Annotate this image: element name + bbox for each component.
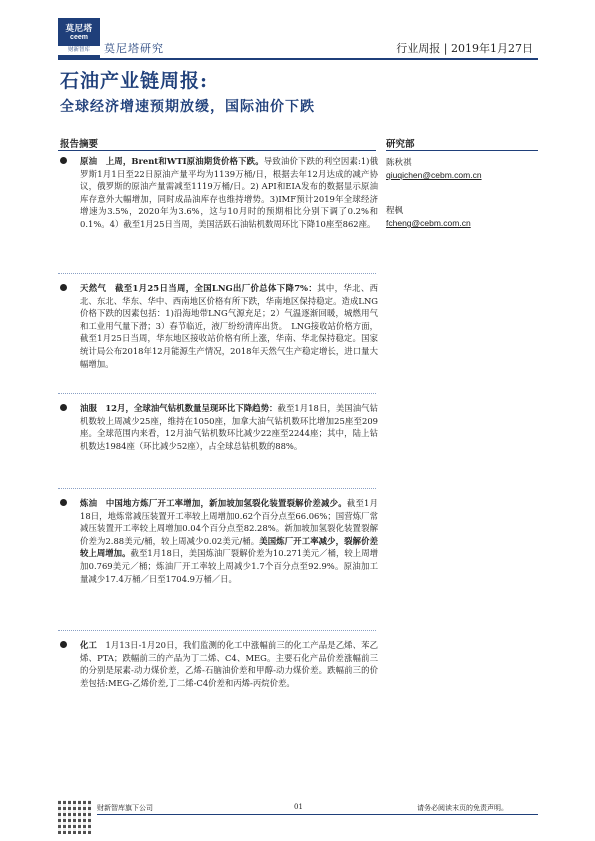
bullet-dot-icon xyxy=(60,404,67,411)
report-title: 石油产业链周报: xyxy=(60,70,209,92)
analyst-email-link[interactable]: fcheng@cebm.com.cn xyxy=(386,218,471,228)
summary-divider xyxy=(58,150,376,151)
logo-sub-text: 财新智库 xyxy=(58,46,100,55)
summary-item-body: 截至1月18日，地炼常减压装置开工率较上周增加0.62个百分点至66.06%；国营炼厂常减压装置开工率较上周增加0.04个百分点至82.28%。新加坡加氢裂化装置裂解价差为2.88美元/桶，较上周减少0.02美元/桶。 xyxy=(80,498,378,546)
research-dept-heading: 研究部 xyxy=(386,139,415,150)
summary-item-lead: 化工 xyxy=(80,640,97,650)
bullet-dot-icon xyxy=(60,157,67,164)
header-divider xyxy=(58,58,538,60)
summary-item-lead-secondary: 美国炼厂开工率减少，裂解价差较上周增加。 xyxy=(80,535,379,559)
item-divider xyxy=(58,488,376,489)
report-type-date: 行业周报 | 2019年1月27日 xyxy=(396,42,533,55)
research-sidebar xyxy=(386,136,538,256)
summary-heading: 报告摘要 xyxy=(60,139,99,150)
summary-item-text xyxy=(80,639,378,689)
footer-disclaimer: 请务必阅读末页的免责声明。 xyxy=(417,804,508,812)
summary-item-body: 1月13日-1月20日，我们监测的化工中涨幅前三的化工产品是乙烯、苯乙烯、PTA；跌幅前三的产品为丁二烯、C4、MEG。主要石化产品价差涨幅前三的分别是尿素-动力煤价差，乙烯-石脑油价差和甲醇-动力煤价差。跌幅前三的价差包括:MEG-乙烯价差,丁二烯-C4价差和丙烯-丙烷价差。 xyxy=(80,640,378,688)
summary-item-lead: 炼油 中国地方炼厂开工率增加，新加坡加氢裂化装置裂解价差减少。 xyxy=(80,498,347,508)
summary-item-lead: 油服 12月，全球油气钻机数量呈现环比下降趋势： xyxy=(80,403,278,413)
summary-item-body: 其中，华北、西北、东北、华东、华中、西南地区价格有所下跌，华南地区保持稳定。造成LNG价格下跌的因素包括：1)沿海地带LNG气源充足；2）气温逐渐回暖，城燃用气和工业用气量下滑；3）春节临近，液厂纷纷清库出货。 LNG接收站价格方面，截至1月25日当周，华东地区接收站价格有所上涨，华南、华北保持稳定。国家统计局公布2018年12月能源生产情况，2018年天然气生产稳定增长，进口量大幅增加。 xyxy=(80,283,378,369)
summary-item-body-secondary: 截至1月18日，美国炼油厂裂解价差为10.271美元／桶，较上周增加0.769美元／桶；炼油厂开工率较上周减少1.7个百分点至92.9%。原油加工量减少17.4万桶／日至1704.9万桶／日。 xyxy=(80,548,378,584)
bullet-dot-icon xyxy=(60,284,67,291)
footer-company: 财新智库旗下公司 xyxy=(97,804,153,812)
qr-code-pattern xyxy=(58,800,92,834)
report-subtitle: 全球经济增速预期放缓，国际油价下跌 xyxy=(60,99,315,115)
item-divider xyxy=(58,630,376,631)
summary-item-body: 截至1月18日，美国油气钻机数较上周减少25座，维持在1050座，加拿大油气钻机数环比增加25座至209座。全球范围内来看，12月油气钻机数环比减少22座至2244座；其中，陆上钻机数达1984座（环比减少52座），占全球总钻机数的88%。 xyxy=(80,403,378,451)
bullet-dot-icon xyxy=(60,499,67,506)
brand-name: 莫尼塔研究 xyxy=(104,42,164,55)
analyst-name: 程枫 xyxy=(386,206,404,216)
footer-divider xyxy=(97,814,538,815)
sidebar-divider xyxy=(386,150,538,151)
item-divider xyxy=(58,393,376,394)
logo-cn-text: 莫尼塔 xyxy=(65,24,93,34)
company-logo xyxy=(58,18,100,58)
summary-item-lead: 原油 上周，Brent和WTI原油期货价格下跌。 xyxy=(80,156,264,166)
page-number: 01 xyxy=(294,803,303,811)
bullet-dot-icon xyxy=(60,641,67,648)
item-divider xyxy=(58,273,376,274)
summary-item-lead: 天然气 截至1月25日当周，全国LNG出厂价总体下降7%： xyxy=(80,283,318,293)
summary-item-text xyxy=(80,402,378,452)
logo-en-text: ceem xyxy=(70,34,88,41)
summary-item-body: 导致油价下跌的利空因素:1)俄罗斯1月1日至22日原油产量平均为1139万桶/日，根据去年12月达成的减产协议，俄罗斯的原油产量需减至1119万桶/日。2) API和EIA发布的数据显示原油库存意外大幅增加，同时成品油库存也维持增势。3)IMF预计2019年全球经济增速为3.5%，2020年为3.6%，这与10月时的预期相比分别下调了0.2%和0.1%。4）截至1月25日当周，美国活跃石油钻机数周环比下降10座至862座。 xyxy=(80,156,378,229)
summary-item-text xyxy=(80,497,378,585)
summary-item-text xyxy=(80,282,378,370)
analyst-name: 陈秋祺 xyxy=(386,158,412,168)
analyst-email-link[interactable]: qiuqichen@cebm.com.cn xyxy=(386,170,482,180)
summary-item-text xyxy=(80,155,378,231)
